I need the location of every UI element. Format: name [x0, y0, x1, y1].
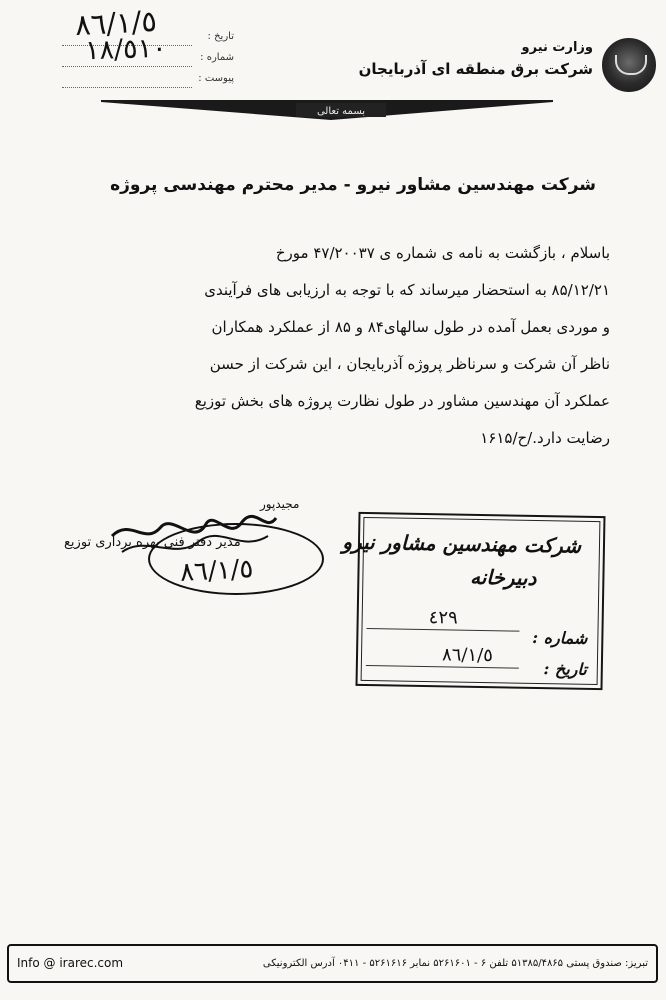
body-line-5: عملکرد آن مهندسین مشاور در طول نظارت پروژه های بخش توزیع	[194, 392, 610, 410]
stamp-company: شرکت مهندسین مشاور نیرو	[342, 529, 582, 558]
stamp-number-label: شماره :	[532, 627, 588, 648]
letter-meta-labels	[194, 31, 234, 94]
signer-role: مدیر دفتر فنی بهره برداری توزیع	[64, 535, 241, 550]
stamp-date-label: تاریخ :	[543, 659, 587, 679]
date-label: تاریخ :	[207, 31, 234, 42]
signature-date: ٨٦/١/٥	[179, 554, 255, 588]
signer-name: مجیدپور	[260, 497, 300, 511]
letter-body	[50, 235, 610, 457]
number-label: شماره :	[200, 52, 234, 63]
body-line-2: ۸۵/۱۲/۲۱ به استحضار میرساند که با توجه به ارزیابی های فرآیندی	[204, 281, 610, 299]
body-line-1: باسلام ، بازگشت به نامه ی شماره ی ۴۷/۲۰۰۳۷ مورخ	[275, 244, 610, 262]
receipt-stamp	[342, 512, 606, 690]
logo-emblem-icon	[615, 55, 647, 75]
body-line-6: رضایت دارد./ح/۱۶۱۵	[480, 429, 610, 447]
organization-header	[359, 40, 593, 80]
organization-logo	[602, 38, 656, 92]
attachment-label: پیوست :	[198, 73, 234, 84]
letter-recipient: شرکت مهندسین مشاور نیرو - مدیر محترم مهندسی پروژه	[110, 175, 596, 195]
bismillah-label: بسمه تعالی	[316, 106, 366, 117]
attachment-underline	[62, 87, 192, 88]
company-name: شرکت برق منطقه ای آذربایجان	[358, 60, 593, 78]
footer-email: Info @ irarec.com	[17, 956, 124, 970]
body-line-3: و موردی بعمل آمده در طول سالهای۸۴ و ۸۵ از عملکرد همکاران	[211, 318, 610, 336]
stamp-number-value: ٤٢٩	[428, 607, 458, 629]
number-underline	[62, 66, 192, 67]
handwritten-number: ١٨/٥١٠	[84, 32, 168, 67]
handwritten-date: ٨٦/١/٥	[74, 3, 158, 43]
stamp-date-value: ٨٦/١/٥	[441, 644, 494, 667]
ministry-name: وزارت نیرو	[521, 40, 593, 55]
footer-address: تبریز: صندوق پستی ۵۱۳۸۵/۴۸۶۵ تلفن ۶ - ۵۲۶۱۶۰۱ نمابر ۵۲۶۱۶۱۶ - ۰۴۱۱ آدرس الکترونیکی	[262, 958, 648, 969]
body-line-4: ناظر آن شرکت و سرناظر پروژه آذربایجان ، این شرکت از حسن	[209, 355, 610, 373]
letter-footer	[7, 944, 658, 983]
stamp-secretariat: دبیرخانه	[469, 564, 537, 590]
